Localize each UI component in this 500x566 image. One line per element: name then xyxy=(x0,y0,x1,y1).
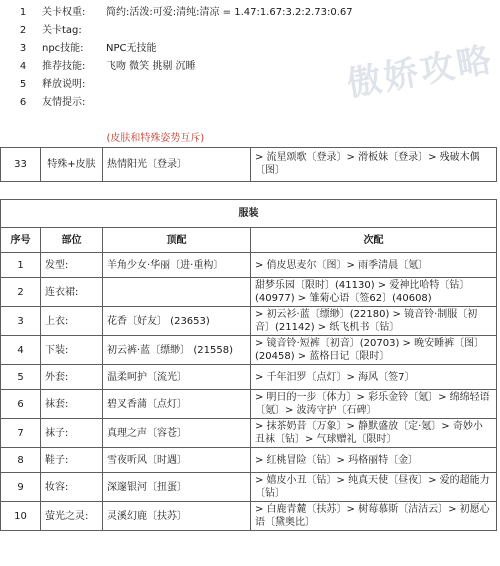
row-number: 10 xyxy=(1,502,41,531)
row-alt-picks: > 千年汨罗〔点灯〕> 海风〔签7〕 xyxy=(251,365,497,390)
meta-row xyxy=(0,4,500,22)
row-alt-picks: > 明日的一步〔体力〕> 彩乐金铃〔氪〕> 绵绵轻语〔氪〕> 波涛守护〔石碑〕 xyxy=(251,390,497,419)
table-row xyxy=(1,278,497,307)
row-top-pick: 初云裤·蓝〔缥缈〕 (21558) xyxy=(103,336,251,365)
row-number: 7 xyxy=(1,419,41,448)
row-top-pick: 热情阳光〔登录〕 xyxy=(103,147,251,181)
meta-num: 1 xyxy=(19,7,27,18)
row-alt-picks: > 流星颂歌〔登录〕> 滑板妹〔登录〕> 残破木偶〔图〕 xyxy=(251,147,497,181)
level-meta xyxy=(0,0,500,120)
table-header xyxy=(1,228,497,253)
header-top-pick: 顶配 xyxy=(103,228,251,253)
table-row xyxy=(1,390,497,419)
meta-row xyxy=(0,22,500,40)
meta-row xyxy=(0,40,500,58)
meta-label: npc技能: xyxy=(42,43,84,54)
row-part: 特殊+皮肤 xyxy=(41,147,103,181)
row-alt-picks: > 抹茶奶昔〔万象〕> 静默盛放〔定·氪〕> 奇妙小丑袜〔钻〕> 气球赠礼〔限时〕 xyxy=(251,419,497,448)
row-alt-picks: > 红桃冒险〔钻〕> 玛格丽特〔金〕 xyxy=(251,448,497,473)
row-part: 妆容: xyxy=(41,473,103,502)
row-top-pick xyxy=(103,278,251,307)
row-top-pick: 雪夜听风〔时遇〕 xyxy=(103,448,251,473)
meta-label: 释放说明: xyxy=(42,79,86,90)
meta-row xyxy=(0,94,500,112)
meta-num: 2 xyxy=(19,25,27,36)
header-part: 部位 xyxy=(41,228,103,253)
special-skin-table xyxy=(0,130,497,182)
row-number: 8 xyxy=(1,448,41,473)
row-alt-picks: > 初云衫·蓝〔缥缈〕(22180) > 镜音铃·制服〔初音〕(21142) > 纸飞机书〔钻〕 xyxy=(251,307,497,336)
table-row xyxy=(1,448,497,473)
row-top-pick: 灵溪幻鹿〔扶苏〕 xyxy=(103,502,251,531)
table-row xyxy=(1,336,497,365)
row-number: 4 xyxy=(1,336,41,365)
meta-num: 5 xyxy=(19,79,27,90)
row-alt-picks: > 嬉皮小丑〔钻〕> 纯真天使〔昼夜〕> 爱的超能力〔钻〕 xyxy=(251,473,497,502)
row-top-pick: 花香〔好友〕 (23653) xyxy=(103,307,251,336)
row-part: 鞋子: xyxy=(41,448,103,473)
row-number: 9 xyxy=(1,473,41,502)
meta-label: 推荐技能: xyxy=(42,61,86,72)
row-top-pick: 深邃银河〔扭蛋〕 xyxy=(103,473,251,502)
table-row xyxy=(1,473,497,502)
row-part: 袜子: xyxy=(41,419,103,448)
table-row xyxy=(1,253,497,278)
row-part: 连衣裙: xyxy=(41,278,103,307)
table-row xyxy=(1,147,497,181)
table-row xyxy=(1,502,497,531)
meta-label: 关卡tag: xyxy=(42,25,82,36)
row-number: 33 xyxy=(1,147,41,181)
row-alt-picks: > 镜音铃·短裤〔初音〕(20703) > 晚安睡裤〔图〕(20458) > 蓝格日记〔限时〕 xyxy=(251,336,497,365)
table-row xyxy=(1,307,497,336)
header-number: 序号 xyxy=(1,228,41,253)
watermark: 傲娇攻略 xyxy=(344,39,497,105)
row-number: 3 xyxy=(1,307,41,336)
row-part: 袜套: xyxy=(41,390,103,419)
row-top-pick: 真理之声〔容苍〕 xyxy=(103,419,251,448)
mutual-exclusion-note: (皮肤和特殊姿势互斥) xyxy=(103,130,497,147)
row-part: 外套: xyxy=(41,365,103,390)
row-number: 5 xyxy=(1,365,41,390)
row-number: 2 xyxy=(1,278,41,307)
row-part: 发型: xyxy=(41,253,103,278)
meta-value: 简约:活泼:可爱:清纯:清凉 = 1.47:1.67:3.2:2.73:0.67 xyxy=(106,7,353,18)
meta-value: 飞吻 微笑 挑剔 沉睡 xyxy=(106,61,196,72)
meta-label: 关卡权重: xyxy=(42,7,86,18)
meta-label: 友情提示: xyxy=(42,97,86,108)
header-alt-picks: 次配 xyxy=(251,228,497,253)
meta-num: 4 xyxy=(19,61,27,72)
row-alt-picks: 甜梦乐园〔限时〕(41130) > 爱神比哈特〔钻〕(40977) > 雏菊心语〔签62〕(40608) xyxy=(251,278,497,307)
table-title: 服装 xyxy=(1,200,497,228)
row-top-pick: 羊角少女·华丽〔进·重构〕 xyxy=(103,253,251,278)
row-alt-picks: > 白鹿青麓〔扶苏〕> 树莓慕斯〔洁洁云〕> 初愿心语〔黛奥比〕 xyxy=(251,502,497,531)
table-row xyxy=(1,365,497,390)
row-part: 下装: xyxy=(41,336,103,365)
table-row xyxy=(1,419,497,448)
row-alt-picks: > 俏皮思麦尔〔图〕> 雨季清晨〔氪〕 xyxy=(251,253,497,278)
meta-row xyxy=(0,58,500,76)
row-number: 6 xyxy=(1,390,41,419)
row-number: 1 xyxy=(1,253,41,278)
row-part: 上衣: xyxy=(41,307,103,336)
clothing-table xyxy=(0,199,497,531)
meta-num: 6 xyxy=(19,97,27,108)
row-top-pick: 温柔呵护〔流光〕 xyxy=(103,365,251,390)
row-part: 萤光之灵: xyxy=(41,502,103,531)
meta-value: NPC无技能 xyxy=(106,43,157,54)
meta-num: 3 xyxy=(19,43,27,54)
meta-row xyxy=(0,76,500,94)
row-top-pick: 碧叉香蒲〔点灯〕 xyxy=(103,390,251,419)
